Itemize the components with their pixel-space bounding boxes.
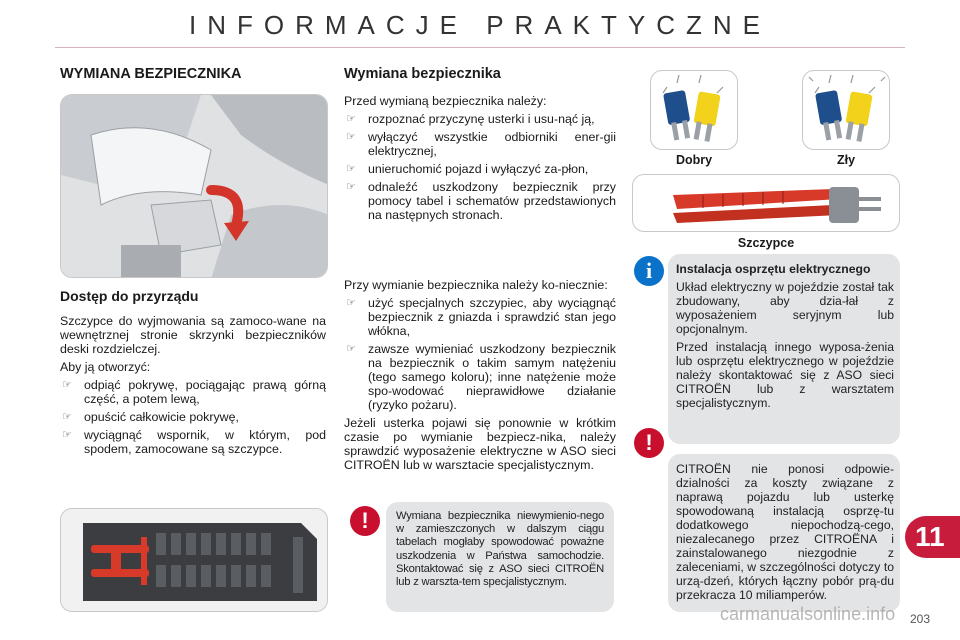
- dashboard-fusebox-illustration: [60, 94, 328, 278]
- replacement-title: Wymiana bezpiecznika: [344, 66, 501, 82]
- replacement-intro2: Przy wymianie bezpiecznika należy ko-niecznie:: [344, 278, 608, 292]
- bullet-icon: ☞: [62, 379, 72, 391]
- good-fuse-illustration: [650, 70, 738, 150]
- replacement-outro: Jeżeli usterka pojawi się ponownie w krótkim czasie po wymianie bezpiecz-nika, należy sprawdzić wyposażenie elektryczne w ASO sieci CITROËN lub w warsztacie specjalistycznym.: [344, 416, 616, 472]
- access-text: [60, 314, 326, 460]
- warning-icon: !: [634, 428, 664, 458]
- list-item: ☞ opuścić całkowicie pokrywę,: [62, 410, 239, 424]
- access-steps: [60, 378, 326, 456]
- watermark: carmanualsonline.info: [720, 604, 896, 624]
- dashboard-drawing: [61, 95, 328, 278]
- info-para-2: Przed instalacją innego wyposa-żenia lub osprzętu elektrycznego w pojeździe należy skontaktować się z ASO sieci CITROËN lub z warsztatem specjalistycznym.: [676, 340, 894, 410]
- warning-note-right: [668, 454, 900, 612]
- list-item: ☞ unieruchomić pojazd i wyłączyć za-płon,: [346, 162, 589, 176]
- bullet-icon: ☞: [346, 181, 356, 193]
- bullet-icon: ☞: [346, 113, 356, 125]
- warning-text-right: CITROËN nie ponosi odpowie-dzialności za koszty związane z naprawą pojazdu lub usterkę spowodowaną instalacją osprzę-tu dodatkowego niepochodzą-cego, niezalecanego przez CITROËNA i zainstalowanego niezgodnie z zaleceniami, w szczególności dotyczy to urzą-dzeń, których łączny pobór prą-du przekracza 10 miliamperów.: [676, 462, 894, 602]
- replacement-rules: [344, 296, 616, 412]
- bullet-icon: ☞: [346, 131, 356, 143]
- warning-icon: !: [350, 506, 380, 536]
- fuse-support-illustration: [60, 508, 328, 612]
- access-para: Szczypce do wyjmowania są zamoco-wane na wewnętrznej stronie skrzynki bezpieczników deski rozdzielczej.: [60, 314, 326, 356]
- good-fuse-drawing: [651, 71, 738, 150]
- info-note: [668, 254, 900, 444]
- replacement-rules-text: [344, 278, 616, 476]
- list-item: ☞ odnaleźć uszkodzony bezpiecznik przy pomocy tabel i schematów przedstawionych na następnych stronach.: [346, 180, 616, 222]
- page-title: INFORMACJE PRAKTYCZNE: [188, 10, 772, 40]
- access-intro: Aby ją otworzyć:: [60, 360, 151, 374]
- page-number: 203: [910, 612, 931, 626]
- list-item: ☞ wyłączyć wszystkie odbiorniki ener-gii elektrycznej,: [346, 130, 616, 158]
- replacement-text: [344, 94, 616, 226]
- bullet-icon: ☞: [346, 343, 356, 355]
- bad-fuse-drawing: [803, 71, 890, 150]
- chapter-tab: 11: [905, 516, 960, 558]
- pliers-caption: Szczypce: [737, 236, 795, 250]
- replacement-steps: [344, 112, 616, 222]
- info-text: [676, 262, 894, 414]
- pliers-drawing: [633, 175, 900, 232]
- warning-text: Wymiana bezpiecznika niewymienio-nego w zamieszczonych w dalszym ciągu tabelach mogłaby spowodować poważne uszkodzenia w Państwa samochodzie. Skontaktować się z ASO sieci CITROËN lub z warszta-tem specjalistycznym.: [396, 510, 604, 589]
- bad-fuse-illustration: [802, 70, 890, 150]
- warning-note-middle: [386, 502, 614, 612]
- good-fuse-caption: Dobry: [675, 153, 713, 167]
- access-subtitle: Dostęp do przyrządu: [60, 288, 199, 304]
- pliers-illustration: [632, 174, 900, 232]
- bullet-icon: ☞: [346, 163, 356, 175]
- list-item: ☞ wyciągnąć wspornik, w którym, pod spodem, zamocowane są szczypce.: [62, 428, 326, 456]
- header-divider: [55, 47, 905, 48]
- info-title: Instalacja osprzętu elektrycznego: [676, 262, 871, 276]
- list-item: ☞ zawsze wymieniać uszkodzony bezpiecznik na bezpiecznik o takim samym natężeniu (tego samego koloru); inne natężenie może spo-wodować nieprawidłowe działanie (ryzyko pożaru).: [346, 342, 616, 412]
- info-para-1: Układ elektryczny w pojeździe został tak zbudowany, aby dzia-łał z wyposażeniem seryjnym lub opcjonalnym.: [676, 280, 894, 336]
- page-header: [0, 0, 960, 58]
- list-item: ☞ odpiąć pokrywę, pociągając prawą górną część, a potem lewą,: [62, 378, 326, 406]
- bullet-icon: ☞: [62, 429, 72, 441]
- section-title: WYMIANA BEZPIECZNIKA: [60, 66, 242, 82]
- list-item: ☞ użyć specjalnych szczypiec, aby wyciągnąć bezpiecznik z gniazda i sprawdzić stan jego włókna,: [346, 296, 616, 338]
- fuse-support-drawing: [61, 509, 328, 612]
- info-icon: i: [634, 256, 664, 286]
- bullet-icon: ☞: [346, 297, 356, 309]
- bad-fuse-caption: Zły: [836, 153, 856, 167]
- replacement-intro: Przed wymianą bezpiecznika należy:: [344, 94, 547, 108]
- bullet-icon: ☞: [62, 411, 72, 423]
- list-item: ☞ rozpoznać przyczynę usterki i usu-nąć ją,: [346, 112, 595, 126]
